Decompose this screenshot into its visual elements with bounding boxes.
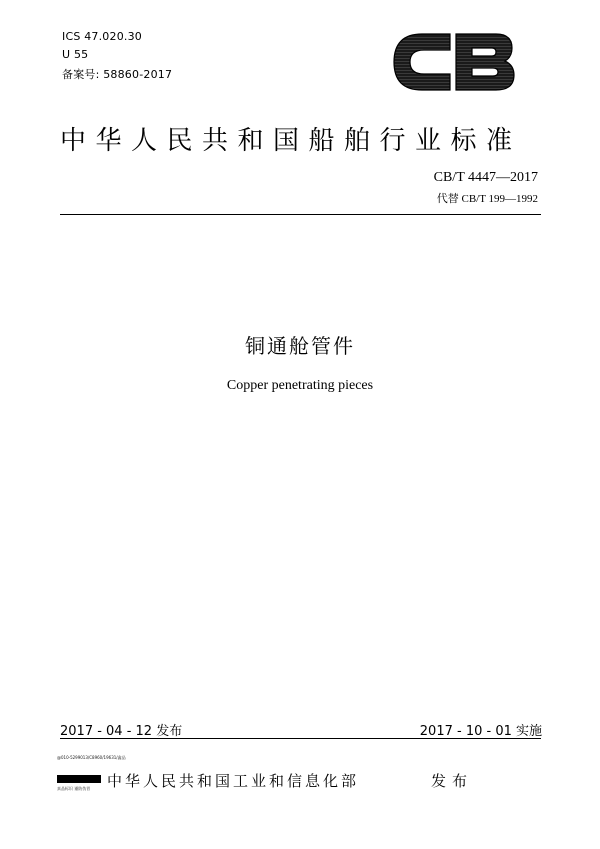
document-title-en: Copper penetrating pieces — [226, 378, 374, 393]
top-divider — [60, 214, 541, 215]
issue-date: 2017 - 04 - 12 发布 — [60, 724, 183, 739]
publish-label: 发布 — [431, 772, 474, 790]
standard-category-title: 中华人民共和国船舶行业标准 — [60, 126, 522, 156]
bottom-divider — [60, 738, 541, 739]
ics-code: ICS 47.020.30 — [62, 30, 142, 43]
standard-number: CB/T 4447—2017 — [433, 170, 538, 185]
implementation-date: 2017 - 10 - 01 实施 — [419, 724, 542, 739]
classification-code: U 55 — [62, 48, 89, 61]
stamp-serial: @010-5299013/C8960/19631/鑫品 — [57, 755, 126, 760]
document-title-cn: 铜通舱管件 — [245, 334, 355, 358]
authenticity-mark: 真品标识 谨防伪冒 — [57, 786, 91, 791]
cb-logo — [388, 28, 518, 96]
anti-counterfeit-bar — [57, 775, 101, 783]
issuing-authority: 中华人民共和国工业和信息化部 — [107, 772, 360, 790]
replaces-standard: 代替 CB/T 199—1992 — [436, 193, 538, 205]
record-number: 备案号: 58860-2017 — [62, 68, 173, 81]
